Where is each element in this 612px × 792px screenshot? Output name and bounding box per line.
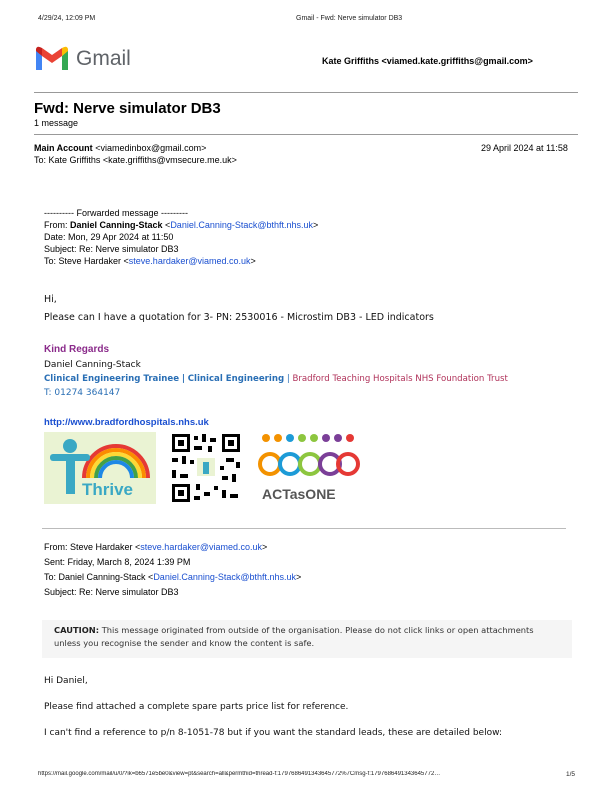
earlier-from-label: From: Steve Hardaker <: [44, 542, 141, 552]
earlier-to-email-link[interactable]: Daniel.Canning-Stack@bthft.nhs.uk: [153, 572, 297, 582]
earlier-from-email-link[interactable]: steve.hardaker@viamed.co.uk: [140, 542, 262, 552]
earlier-to: [44, 572, 301, 582]
earlier-to-label: To: Daniel Canning-Stack <: [44, 572, 154, 582]
print-datetime: 4/29/24, 12:09 PM: [38, 15, 96, 22]
recipient-line: To: Kate Griffiths <kate.griffiths@vmsecure.me.uk>: [34, 155, 237, 165]
forward-date: Date: Mon, 29 Apr 2024 at 11:50: [44, 232, 174, 242]
forward-to: [44, 256, 256, 266]
print-page-number: 1/5: [566, 771, 576, 778]
caution-label: CAUTION:: [54, 625, 100, 635]
sig-phone: T: 01274 364147: [44, 388, 121, 398]
earlier-from: [44, 542, 267, 552]
gmail-logo[interactable]: [34, 44, 70, 77]
divider: [34, 92, 578, 93]
from-email-link[interactable]: Daniel.Canning-Stack@bthft.nhs.uk: [170, 220, 314, 230]
qr-code-icon: [170, 432, 242, 504]
actasone-logo: [256, 430, 362, 506]
caution-text-2: unless you recognise the sender and know the content is safe.: [54, 638, 315, 648]
message-count: 1 message: [34, 118, 79, 128]
sig-dept: Clinical Engineering: [187, 374, 285, 384]
caution-banner: [42, 620, 572, 658]
sender-name: Main Account: [34, 143, 93, 153]
account-info: Kate Griffiths <viamed.kate.griffiths@gmail.com>: [322, 56, 533, 66]
website-link[interactable]: http://www.bradfordhospitals.nhs.uk: [44, 417, 209, 428]
divider: [42, 528, 566, 529]
sig-role-line: [44, 374, 508, 384]
earlier-to-close: >: [296, 572, 302, 582]
thrive-logo: [44, 432, 156, 504]
to-close: >: [250, 256, 256, 266]
divider: [34, 134, 578, 135]
sig-org: Bradford Teaching Hospitals NHS Foundation Trust: [292, 374, 508, 384]
forward-from: From: Daniel Canning-Stack <Daniel.Canning-Stack@bthft.nhs.uk>: [44, 220, 319, 230]
actasone-text: ACTasONE: [262, 486, 336, 502]
forward-subject: Subject: Re: Nerve simulator DB3: [44, 244, 179, 254]
sender-line: [34, 143, 206, 153]
sig-role: Clinical Engineering Trainee: [44, 374, 180, 384]
earlier-sent: Sent: Friday, March 8, 2024 1:39 PM: [44, 557, 191, 567]
print-url: https://mail.google.com/mail/u/0/?ik=b6571e5be0&view=pt&search=all&permthid=thread-f:1797686491343645772%7Cmsg-f:1797686491343645772…: [38, 771, 441, 777]
thread-subject: Fwd: Nerve simulator DB3: [34, 100, 221, 117]
qr-code: [170, 432, 242, 504]
request-line: Please can I have a quotation for 3- PN: 2530016 - Microstim DB3 - LED indicators: [44, 312, 434, 323]
earlier-subject: Subject: Re: Nerve simulator DB3: [44, 587, 179, 597]
caution-line-1: [54, 624, 560, 637]
earlier-line-2: I can't find a reference to p/n 8-1051-78 but if you want the standard leads, these are detailed below:: [44, 728, 502, 738]
actasone-rings-icon: [256, 430, 362, 486]
sig-name: Daniel Canning-Stack: [44, 360, 141, 370]
thrive-text: Thrive: [82, 480, 134, 499]
greeting: Hi,: [44, 294, 57, 305]
sender-email: <viamedinbox@gmail.com>: [95, 143, 207, 153]
sig-sep: |: [181, 374, 185, 384]
gmail-m-icon: [34, 44, 70, 72]
gmail-wordmark: Gmail: [76, 47, 131, 70]
earlier-greeting: Hi Daniel,: [44, 676, 88, 686]
sig-sep: |: [286, 374, 290, 384]
to-label: To: Steve Hardaker <: [44, 256, 129, 266]
message-date: 29 April 2024 at 11:58: [481, 143, 568, 153]
print-title: Gmail - Fwd: Nerve simulator DB3: [296, 15, 403, 22]
earlier-line-1: Please find attached a complete spare parts price list for reference.: [44, 702, 349, 712]
sig-regards: Kind Regards: [44, 344, 110, 355]
from-label: From:: [44, 220, 68, 230]
from-name: Daniel Canning-Stack: [70, 220, 163, 230]
to-email-link[interactable]: steve.hardaker@viamed.co.uk: [128, 256, 251, 266]
caution-text-1: This message originated from outside of the organisation. Please do not click links or open attachments: [99, 625, 534, 635]
earlier-from-close: >: [262, 542, 268, 552]
forward-separator: ---------- Forwarded message ---------: [44, 208, 188, 218]
